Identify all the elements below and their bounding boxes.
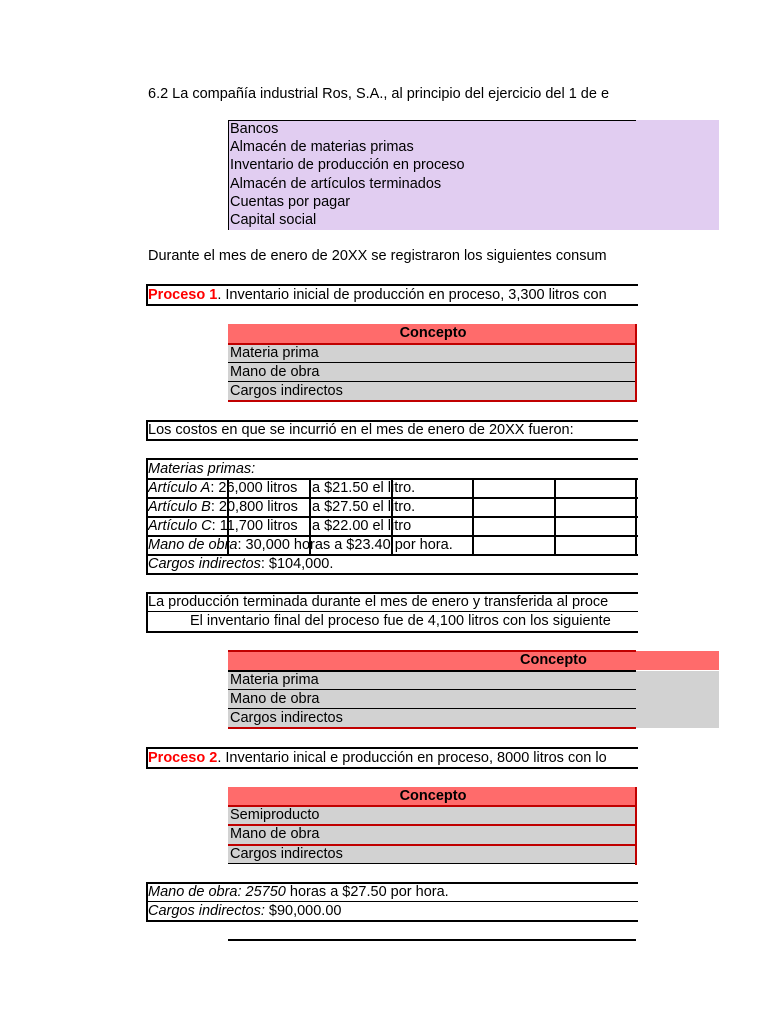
articulo-a-label: Artículo A <box>148 480 211 496</box>
inventario-final-text: El inventario final del proceso fue de 4,100 litros con los siguiente <box>190 613 611 629</box>
articulo-a-price: a $21.50 el litro. <box>312 480 416 496</box>
account-item: Almacén de artículos terminados <box>230 176 442 192</box>
proceso1-line <box>148 286 636 304</box>
table2-header <box>228 651 719 670</box>
mano-obra-1-text: : 30,000 horas a $23.40 por hora. <box>237 537 453 553</box>
proceso2-label: Proceso 2 <box>148 750 218 766</box>
mano-obra-2-line <box>148 883 636 901</box>
proceso2-line <box>148 749 636 767</box>
table1-row: Materia prima <box>228 344 636 363</box>
proceso1-label: Proceso 1 <box>148 287 218 303</box>
intro-text: 6.2 La compañía industrial Ros, S.A., al principio del ejercicio del 1 de e <box>148 86 610 102</box>
table3-row: Cargos indirectos <box>228 845 636 864</box>
bottom-rule <box>228 939 636 941</box>
table3-header: Concepto <box>228 787 636 806</box>
articulo-b-line <box>148 498 308 516</box>
mano-obra-2-label: Mano de obra: <box>148 884 242 900</box>
consumos-text: Durante el mes de enero de 20XX se registraron los siguientes consum <box>148 248 607 264</box>
account-item: Bancos <box>230 121 279 137</box>
articulo-c-line <box>148 517 308 535</box>
table3-row: Semiproducto <box>228 806 636 825</box>
table1-row: Cargos indirectos <box>228 382 636 401</box>
mp-title: Materias primas: <box>148 461 256 477</box>
table2-header-label: Concepto <box>520 652 587 668</box>
table2-row: Cargos indirectos <box>228 709 719 728</box>
proceso1-text: . Inventario inicial de producción en proceso, 3,300 litros con <box>217 287 607 303</box>
articulo-a-line <box>148 479 308 497</box>
account-item: Inventario de producción en proceso <box>230 157 465 173</box>
account-item: Capital social <box>230 212 317 228</box>
articulo-c-price: a $22.00 el litro <box>312 518 412 534</box>
costos-text: Los costos en que se incurrió en el mes de enero de 20XX fueron: <box>148 422 574 438</box>
cargos-1-text: : $104,000. <box>260 556 334 572</box>
produccion-text: La producción terminada durante el mes de enero y transferida al proce <box>148 594 609 610</box>
table2-row: Materia prima <box>228 671 719 690</box>
table1-header: Concepto <box>228 324 636 343</box>
table1-row: Mano de obra <box>228 363 636 382</box>
proceso2-text: . Inventario inical e producción en proceso, 8000 litros con lo <box>217 750 607 766</box>
cargos-2-line <box>148 902 636 920</box>
articulo-b-qty: : 20,800 litros <box>210 499 298 515</box>
mano-obra-1-line <box>148 536 478 554</box>
articulo-c-label: Artículo C <box>148 518 212 534</box>
articulo-a-qty: : 26,000 litros <box>210 480 298 496</box>
mano-obra-2-hours: 25750 <box>245 884 286 900</box>
cargos-1-label: Cargos indirectos <box>148 556 261 572</box>
account-item: Cuentas por pagar <box>230 194 351 210</box>
cargos-1-line <box>148 555 478 573</box>
account-item: Almacén de materias primas <box>230 139 414 155</box>
mano-obra-1-label: Mano de obra <box>148 537 238 553</box>
table2-row: Mano de obra <box>228 690 719 709</box>
articulo-c-qty: : 11,700 litros <box>211 518 298 534</box>
table3-row: Mano de obra <box>228 825 636 844</box>
cargos-2-label: Cargos indirectos: <box>148 903 265 919</box>
mano-obra-2-text: horas a $27.50 por hora. <box>285 884 449 900</box>
articulo-b-price: a $27.50 el litro. <box>312 499 416 515</box>
cargos-2-text: $90,000.00 <box>264 903 342 919</box>
articulo-b-label: Artículo B <box>148 499 211 515</box>
